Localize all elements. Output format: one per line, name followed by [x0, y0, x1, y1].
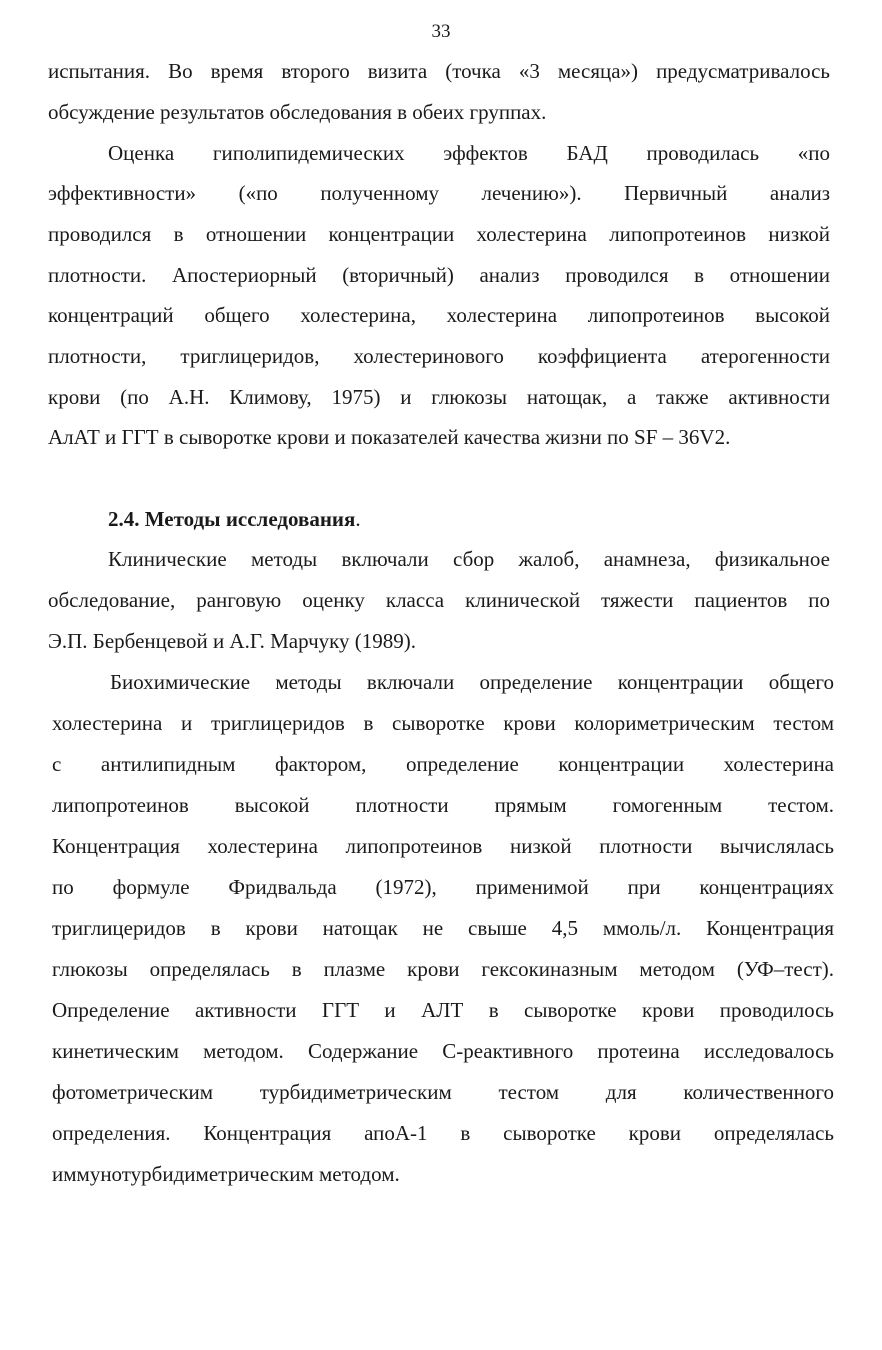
page-number: 33: [431, 21, 451, 42]
paragraph-2-line-2: эффективности» («по полученному лечению»). Первичный анализ: [48, 181, 830, 205]
section-heading: [108, 505, 830, 533]
paragraph-4-line-9: Определение активности ГГТ и АЛТ в сыворотке крови проводилось: [52, 998, 834, 1022]
paragraph-4-line-5: Концентрация холестерина липопротеинов низкой плотности вычислялась: [52, 834, 834, 858]
paragraph-4-line-10: кинетическим методом. Содержание С-реактивного протеина исследовалось: [52, 1039, 834, 1063]
paragraph-2-line-1: Оценка гиполипидемических эффектов БАД проводилась «по: [108, 141, 830, 165]
paragraph-4-line-2: холестерина и триглицеридов в сыворотке крови колориметрическим тестом: [52, 711, 834, 735]
paragraph-4-line-4: липопротеинов высокой плотности прямым гомогенным тестом.: [52, 793, 834, 817]
section-heading-text: 2.4. Методы исследования: [108, 507, 356, 531]
paragraph-4-line-13: иммунотурбидиметрическим методом.: [52, 1162, 400, 1186]
paragraph-2-line-7: крови (по А.Н. Климову, 1975) и глюкозы натощак, а также активности: [48, 385, 830, 409]
paragraph-2-line-4: плотности. Апостериорный (вторичный) анализ проводился в отношении: [48, 263, 830, 287]
paragraph-3-line-2: обследование, ранговую оценку класса клинической тяжести пациентов по: [48, 588, 830, 612]
paragraph-4-line-1: Биохимические методы включали определение концентрации общего: [110, 670, 834, 694]
paragraph-2-line-3: проводился в отношении концентрации холестерина липопротеинов низкой: [48, 222, 830, 246]
paragraph-1-line-2: обсуждение результатов обследования в обеих группах.: [48, 100, 547, 124]
paragraph-2-line-6: плотности, триглицеридов, холестеринового коэффициента атерогенности: [48, 344, 830, 368]
paragraph-2-line-8: АлАТ и ГГТ в сыворотке крови и показателей качества жизни по SF – 36V2.: [48, 425, 731, 449]
paragraph-3-line-1: Клинические методы включали сбор жалоб, анамнеза, физикальное: [108, 547, 830, 571]
paragraph-4-line-7: триглицеридов в крови натощак не свыше 4,5 ммоль/л. Концентрация: [52, 916, 834, 940]
paragraph-3-line-3: Э.П. Бербенцевой и А.Г. Марчуку (1989).: [48, 629, 417, 653]
paragraph-4-line-11: фотометрическим турбидиметрическим тестом для количественного: [52, 1080, 834, 1104]
paragraph-4-line-6: по формуле Фридвальда (1972), применимой при концентрациях: [52, 875, 834, 899]
paragraph-4-line-3: с антилипидным фактором, определение концентрации холестерина: [52, 752, 834, 776]
paragraph-2-line-5: концентраций общего холестерина, холестерина липопротеинов высокой: [48, 303, 830, 327]
section-heading-dot: .: [355, 507, 361, 531]
paragraph-4-line-12: определения. Концентрация апоА-1 в сыворотке крови определялась: [52, 1121, 834, 1145]
paragraph-4-line-8: глюкозы определялась в плазме крови гексокиназным методом (УФ–тест).: [52, 957, 834, 981]
paragraph-1-line-1: испытания. Во время второго визита (точка «3 месяца») предусматривалось: [48, 59, 830, 83]
